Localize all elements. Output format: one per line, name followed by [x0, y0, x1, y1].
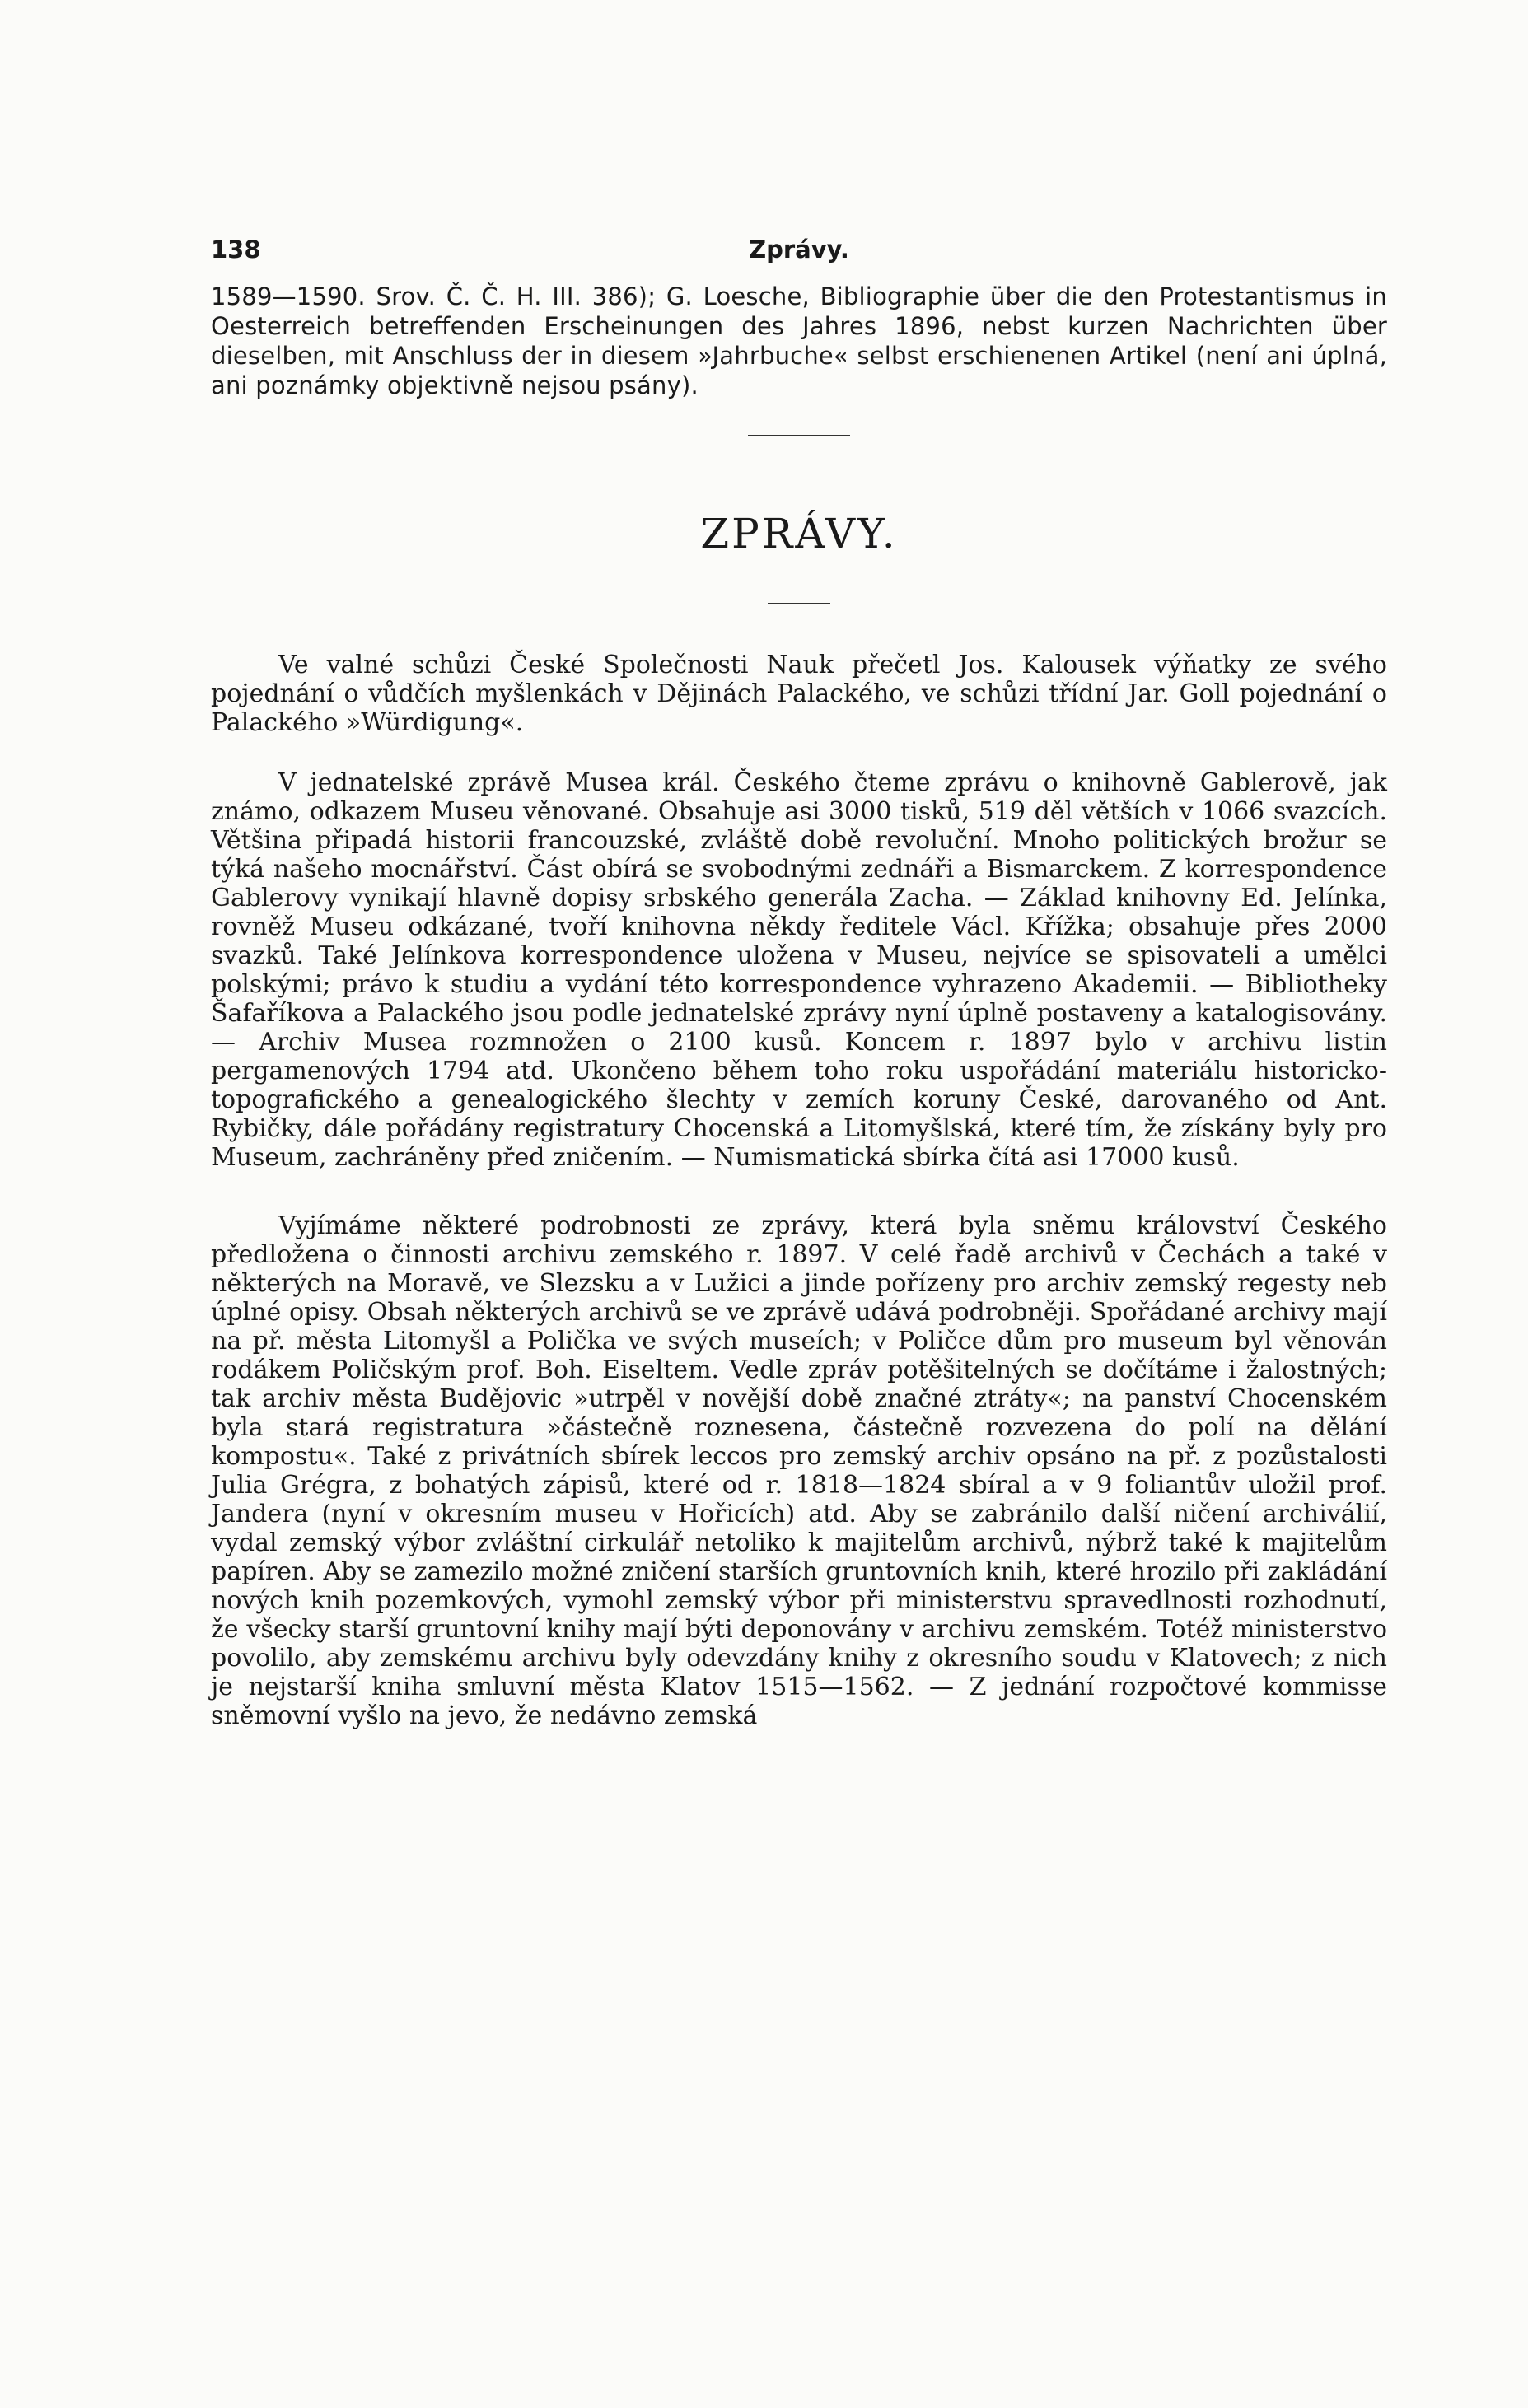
running-title: Zprávy.	[749, 236, 849, 264]
divider-rule	[768, 603, 830, 604]
section-heading: ZPRÁVY.	[700, 510, 898, 558]
paragraph-3: Vyjímáme některé podrobnosti ze zprávy, která byla sněmu království Českého předložena o činnosti archivu zemského r. 1897. V celé řadě archivů v Čechách a také v některých na Moravě, ve Slezsku a v Lužici a jinde pořízeny pro archiv zemský regesty neb úplné opisy. Obsah některých archivů se ve zprávě udává podrobněji. Spořádané archivy mají na př. města Litomyšl a Polička ve svých museích; v Poličce dům pro museum byl věnován rodákem Poličským prof. Boh. Eiseltem. Vedle zpráv potěšitelných se dočítáme i žalostných; tak archiv města Budějovic »utrpěl v novější době značné ztráty«; na panství Chocenském byla stará registratura »částečně roznesena, částečně rozvezena do polí na dělání kompostu«. Také z privátních sbírek leccos pro zemský archiv opsáno na př. z pozůstalosti Julia Grégra, z bohatých zápisů, které od r. 1818—1824 sbíral a v 9 foliantův uložil prof. Jandera (nyní v okresním museu v Hořicích) atd. Aby se zabránilo další ničení archiválií, vydal zemský výbor zvláštní cirkulář netoliko k majitelům archivů, nýbrž také k majitelům papíren. Aby se zamezilo možné zničení starších gruntovních knih, které hrozilo při zakládání nových knih pozemkových, vymohl zemský výbor při ministerstvu spravedlnosti rozhodnutí, že všecky starší gruntovní knihy mají býti deponovány v archivu zemském. Totéž ministerstvo povolilo, aby zemskému archivu byly odevzdány knihy z okresního soudu v Klatovech; z nich je nejstarší kniha smluvní města Klatov 1515—1562. — Z jednání rozpočtové kommisse sněmovní vyšlo na jevo, že nedávno zemská	[211, 1211, 1387, 1730]
paragraph-1: Ve valné schůzi České Společnosti Nauk přečetl Jos. Kalousek výňatky ze svého pojednání o vůdčích myšlenkách v Dějinách Palackého, ve schůzi třídní Jar. Goll pojednání o Palackého »Würdigung«.	[211, 651, 1387, 737]
paragraph-2: V jednatelské zprávě Musea král. Českého čteme zprávu o knihovně Gablerově, jak známo, odkazem Museu věnované. Obsahuje asi 3000 tisků, 519 děl větších v 1066 svazcích. Většina připadá historii francouzské, zvláště době revoluční. Mnoho politických brožur se týká našeho mocnářství. Část obírá se svobodnými zednáři a Bismarckem. Z korrespondence Gablerovy vynikají hlavně dopisy srbského generála Zacha. — Základ knihovny Ed. Jelínka, rovněž Museu odkázané, tvoří knihovna někdy ředitele Václ. Křížka; obsahuje přes 2000 svazků. Také Jelínkova korrespondence uložena v Museu, nejvíce se spisovateli a umělci polskými; právo k studiu a vydání této korrespondence vyhrazeno Akademii. — Bibliotheky Šafaříkova a Palackého jsou podle jednatelské zprávy nyní úplně postaveny a katalogisovány. — Archiv Musea rozmnožen o 2100 kusů. Koncem r. 1897 bylo v archivu listin pergamenových 1794 atd. Ukončeno během toho roku uspořádání materiálu historicko-topografického a genealogického šlechty v zemích koruny České, darovaného od Ant. Rybičky, dále pořádány registratury Chocenská a Litomyšlská, které tím, že získány byly pro Museum, zachráněny před zničením. — Numismatická sbírka čítá asi 17000 kusů.	[211, 768, 1387, 1172]
page-number: 138	[211, 236, 261, 264]
running-head	[211, 236, 1387, 282]
intro-paragraph: 1589—1590. Srov. Č. Č. H. III. 386); G. Loesche, Bibliographie über die den Protestantismus in Oesterreich betreffenden Erscheinungen des Jahres 1896, nebst kurzen Nachrichten über dieselben, mit Anschluss der in diesem »Jahrbuche« selbst erschienenen Artikel (není ani úplná, ani poznámky objektivně nejsou psány).	[211, 282, 1387, 399]
page	[211, 236, 1387, 1730]
divider-rule	[748, 435, 850, 436]
